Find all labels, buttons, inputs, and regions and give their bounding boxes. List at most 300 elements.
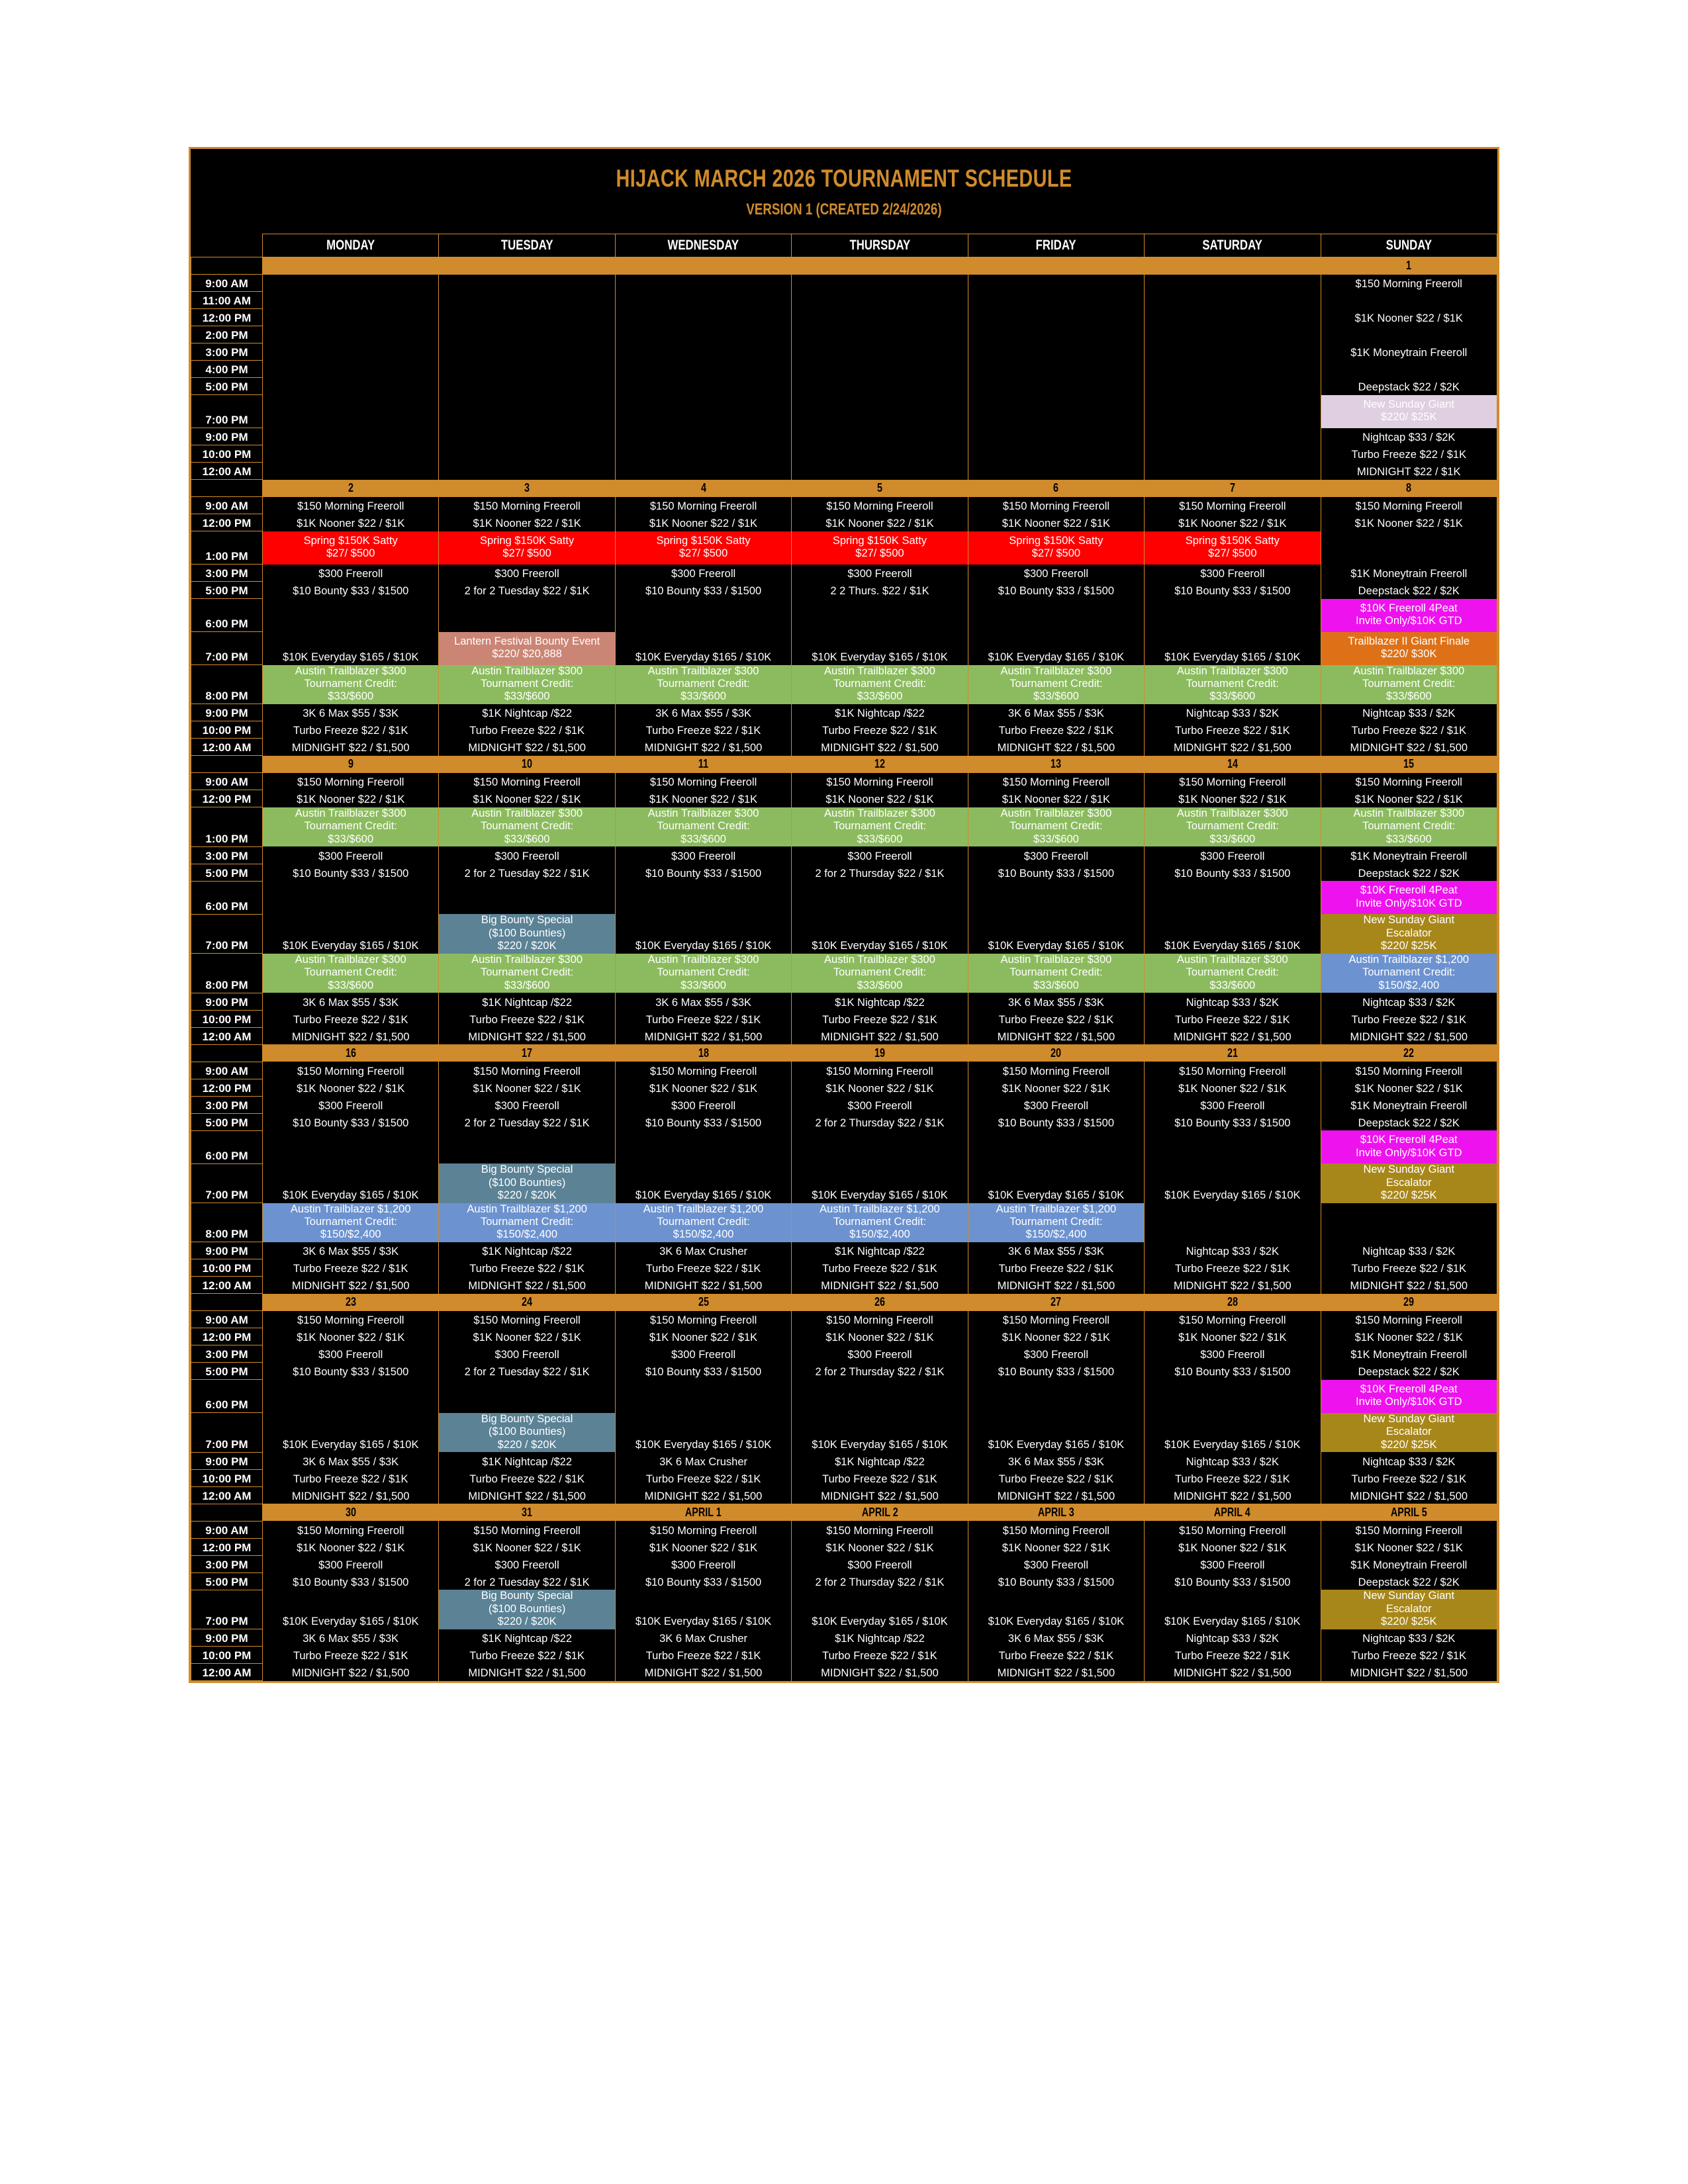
event-cell[interactable]: Turbo Freeze $22 / $1K [1321,1469,1497,1486]
event-cell[interactable]: Austin Trailblazer $300 Tournament Credit: $33/$600 [263,954,439,993]
event-cell[interactable]: $10 Bounty $33 / $1500 [615,864,791,881]
date-cell[interactable] [615,480,791,497]
event-cell[interactable]: $1K Nooner $22 / $1K [792,1328,968,1345]
event-cell[interactable]: $10 Bounty $33 / $1500 [263,864,439,881]
event-cell[interactable]: 3K 6 Max $55 / $3K [263,704,439,721]
event-cell[interactable]: Spring $150K Satty $27/ $500 [1145,531,1321,565]
event-cell[interactable]: $300 Freeroll [615,1096,791,1113]
event-cell[interactable]: Turbo Freeze $22 / $1K [439,721,615,739]
event-cell[interactable]: 2 for 2 Tuesday $22 / $1K [439,1113,615,1130]
event-cell[interactable]: $300 Freeroll [1145,1345,1321,1363]
event-cell[interactable]: $1K Moneytrain Freeroll [1321,1096,1497,1113]
event-cell[interactable]: MIDNIGHT $22 / $1,500 [1321,1486,1497,1504]
event-cell[interactable]: $10K Everyday $165 / $10K [1145,1590,1321,1629]
event-cell[interactable]: 2 2 Thurs. $22 / $1K [792,582,968,599]
event-cell[interactable]: Turbo Freeze $22 / $1K [615,721,791,739]
event-cell[interactable]: MIDNIGHT $22 / $1,500 [1321,1664,1497,1681]
date-cell-empty[interactable] [1145,257,1321,275]
event-cell[interactable]: Spring $150K Satty $27/ $500 [439,531,615,565]
event-cell[interactable]: MIDNIGHT $22 / $1,500 [1145,1664,1321,1681]
event-cell[interactable]: MIDNIGHT $22 / $1,500 [263,1027,439,1044]
event-cell[interactable]: Turbo Freeze $22 / $1K [615,1647,791,1664]
event-cell[interactable]: $150 Morning Freeroll [1145,497,1321,514]
event-cell[interactable]: Turbo Freeze $22 / $1K [615,1469,791,1486]
event-cell[interactable]: Nightcap $33 / $2K [1145,993,1321,1010]
event-cell[interactable]: Turbo Freeze $22 / $1K [439,1259,615,1277]
event-cell[interactable]: Nightcap $33 / $2K [1145,1629,1321,1647]
event-cell[interactable]: $1K Nooner $22 / $1K [968,1328,1144,1345]
event-cell[interactable]: $150 Morning Freeroll [968,1062,1144,1079]
event-cell[interactable]: Turbo Freeze $22 / $1K [968,1647,1144,1664]
event-cell[interactable]: $150 Morning Freeroll [263,1521,439,1538]
event-cell[interactable]: MIDNIGHT $22 / $1,500 [1145,1027,1321,1044]
event-cell[interactable]: $150 Morning Freeroll [439,497,615,514]
event-cell[interactable]: $1K Nooner $22 / $1K [1145,790,1321,807]
date-cell-empty[interactable] [615,257,791,275]
event-cell[interactable]: $300 Freeroll [615,846,791,864]
event-cell[interactable]: Austin Trailblazer $300 Tournament Credit: $33/$600 [1321,807,1497,846]
event-cell[interactable]: Turbo Freeze $22 / $1K [792,1647,968,1664]
event-cell[interactable]: Turbo Freeze $22 / $1K [968,1259,1144,1277]
event-cell[interactable]: 2 for 2 Thursday $22 / $1K [792,1572,968,1590]
event-cell[interactable]: Austin Trailblazer $300 Tournament Credit: $33/$600 [263,665,439,704]
event-cell[interactable]: $10 Bounty $33 / $1500 [968,1572,1144,1590]
event-cell[interactable]: New Sunday Giant Escalator $220/ $25K [1321,1590,1497,1629]
event-cell[interactable]: $10K Freeroll 4Peat Invite Only/$10K GTD [1321,599,1497,632]
event-cell[interactable]: $150 Morning Freeroll [968,773,1144,790]
event-cell[interactable]: $300 Freeroll [792,1345,968,1363]
event-cell[interactable]: $1K Nooner $22 / $1K [263,790,439,807]
event-cell[interactable]: 2 for 2 Tuesday $22 / $1K [439,1572,615,1590]
event-cell[interactable]: $10K Everyday $165 / $10K [263,1590,439,1629]
event-cell[interactable]: $1K Nooner $22 / $1K [263,1538,439,1555]
event-cell[interactable]: 3K 6 Max $55 / $3K [615,704,791,721]
date-cell[interactable] [968,1044,1144,1062]
event-cell[interactable]: $10K Freeroll 4Peat Invite Only/$10K GTD [1321,881,1497,914]
event-cell[interactable]: $10 Bounty $33 / $1500 [968,1363,1144,1380]
event-cell[interactable]: $150 Morning Freeroll [968,1311,1144,1328]
event-cell[interactable]: $300 Freeroll [263,1096,439,1113]
event-cell[interactable]: Austin Trailblazer $300 Tournament Credit: $33/$600 [439,807,615,846]
event-cell[interactable]: Deepstack $22 / $2K [1321,378,1497,395]
event-cell[interactable]: 3K 6 Max $55 / $3K [968,1242,1144,1259]
event-cell[interactable]: $150 Morning Freeroll [1321,773,1497,790]
event-cell[interactable]: Austin Trailblazer $300 Tournament Credit: $33/$600 [968,954,1144,993]
event-cell[interactable]: $10K Everyday $165 / $10K [792,1163,968,1203]
event-cell[interactable]: Austin Trailblazer $300 Tournament Credit: $33/$600 [968,665,1144,704]
event-cell[interactable]: $10K Everyday $165 / $10K [792,632,968,665]
event-cell[interactable]: $10 Bounty $33 / $1500 [263,1363,439,1380]
event-cell[interactable]: Austin Trailblazer $300 Tournament Credit: $33/$600 [1145,665,1321,704]
event-cell[interactable]: $10K Everyday $165 / $10K [615,632,791,665]
event-cell[interactable]: 3K 6 Max $55 / $3K [968,1629,1144,1647]
event-cell[interactable]: $1K Nooner $22 / $1K [1145,1538,1321,1555]
event-cell[interactable]: Spring $150K Satty $27/ $500 [263,531,439,565]
event-cell[interactable]: $150 Morning Freeroll [615,497,791,514]
event-cell[interactable]: MIDNIGHT $22 / $1,500 [615,739,791,756]
date-cell[interactable] [968,756,1144,773]
event-cell[interactable]: $1K Moneytrain Freeroll [1321,1345,1497,1363]
date-cell[interactable] [1321,257,1497,275]
event-cell[interactable]: Turbo Freeze $22 / $1K [968,721,1144,739]
event-cell[interactable]: MIDNIGHT $22 / $1,500 [1145,1486,1321,1504]
event-cell[interactable]: Nightcap $33 / $2K [1321,428,1497,445]
event-cell[interactable]: $10 Bounty $33 / $1500 [968,1113,1144,1130]
event-cell[interactable]: $300 Freeroll [439,1345,615,1363]
event-cell[interactable]: $300 Freeroll [792,846,968,864]
event-cell[interactable]: $1K Nooner $22 / $1K [792,790,968,807]
event-cell[interactable]: Turbo Freeze $22 / $1K [1321,1259,1497,1277]
event-cell[interactable]: 3K 6 Max $55 / $3K [263,1242,439,1259]
event-cell[interactable]: $1K Nooner $22 / $1K [439,790,615,807]
date-cell[interactable] [792,1044,968,1062]
event-cell[interactable]: $1K Nooner $22 / $1K [1145,514,1321,531]
event-cell[interactable]: $1K Nooner $22 / $1K [1321,309,1497,326]
event-cell[interactable]: Turbo Freeze $22 / $1K [968,1010,1144,1027]
event-cell[interactable]: Deepstack $22 / $2K [1321,864,1497,881]
event-cell[interactable]: $10 Bounty $33 / $1500 [1145,1572,1321,1590]
event-cell[interactable]: MIDNIGHT $22 / $1K [1321,463,1497,480]
event-cell[interactable]: MIDNIGHT $22 / $1,500 [968,1027,1144,1044]
event-cell[interactable]: Austin Trailblazer $300 Tournament Credit: $33/$600 [263,807,439,846]
event-cell[interactable]: Turbo Freeze $22 / $1K [968,1469,1144,1486]
event-cell[interactable]: MIDNIGHT $22 / $1,500 [263,1277,439,1294]
event-cell[interactable]: MIDNIGHT $22 / $1,500 [439,1027,615,1044]
event-cell[interactable]: 2 for 2 Tuesday $22 / $1K [439,582,615,599]
event-cell[interactable]: 2 for 2 Thursday $22 / $1K [792,864,968,881]
event-cell[interactable]: MIDNIGHT $22 / $1,500 [1321,739,1497,756]
event-cell[interactable]: 3K 6 Max $55 / $3K [615,993,791,1010]
event-cell[interactable]: $1K Nightcap /$22 [792,1242,968,1259]
event-cell[interactable]: MIDNIGHT $22 / $1,500 [439,739,615,756]
event-cell[interactable]: $10K Everyday $165 / $10K [968,1413,1144,1452]
event-cell[interactable]: $300 Freeroll [968,1555,1144,1572]
event-cell[interactable]: $150 Morning Freeroll [1145,773,1321,790]
event-cell[interactable]: Lantern Festival Bounty Event $220/ $20,888 [439,632,615,665]
event-cell[interactable]: $10K Freeroll 4Peat Invite Only/$10K GTD [1321,1380,1497,1413]
date-cell[interactable] [615,1044,791,1062]
date-cell[interactable] [263,480,439,497]
event-cell[interactable]: $10 Bounty $33 / $1500 [263,1572,439,1590]
event-cell[interactable]: $300 Freeroll [792,565,968,582]
event-cell[interactable]: $10 Bounty $33 / $1500 [263,582,439,599]
date-cell[interactable] [263,756,439,773]
event-cell[interactable]: $10K Everyday $165 / $10K [263,632,439,665]
event-cell[interactable]: $1K Nooner $22 / $1K [1145,1079,1321,1096]
event-cell[interactable]: $300 Freeroll [263,1555,439,1572]
event-cell[interactable]: $10K Everyday $165 / $10K [968,1590,1144,1629]
event-cell[interactable]: New Sunday Giant Escalator $220/ $25K [1321,1163,1497,1203]
event-cell[interactable]: $150 Morning Freeroll [1145,1521,1321,1538]
event-cell[interactable]: Austin Trailblazer $1,200 Tournament Credit: $150/$2,400 [439,1203,615,1242]
event-cell[interactable]: Nightcap $33 / $2K [1321,1242,1497,1259]
event-cell[interactable]: Deepstack $22 / $2K [1321,1572,1497,1590]
date-cell[interactable] [1145,1504,1321,1521]
event-cell[interactable]: $10K Everyday $165 / $10K [615,1163,791,1203]
date-cell[interactable] [263,1044,439,1062]
event-cell[interactable]: $300 Freeroll [1145,846,1321,864]
event-cell[interactable]: Turbo Freeze $22 / $1K [263,1259,439,1277]
event-cell[interactable]: $150 Morning Freeroll [615,1311,791,1328]
event-cell[interactable]: $1K Nooner $22 / $1K [263,1079,439,1096]
event-cell[interactable]: $10 Bounty $33 / $1500 [968,582,1144,599]
event-cell[interactable]: Turbo Freeze $22 / $1K [1145,721,1321,739]
event-cell[interactable]: MIDNIGHT $22 / $1,500 [263,1664,439,1681]
event-cell[interactable]: 3K 6 Max $55 / $3K [263,1629,439,1647]
event-cell[interactable]: Austin Trailblazer $300 Tournament Credit: $33/$600 [1321,665,1497,704]
event-cell[interactable]: $10K Everyday $165 / $10K [615,914,791,953]
event-cell[interactable]: $10K Everyday $165 / $10K [792,1413,968,1452]
event-cell[interactable]: Turbo Freeze $22 / $1K [792,721,968,739]
event-cell[interactable]: $300 Freeroll [263,1345,439,1363]
event-cell[interactable]: $300 Freeroll [615,1345,791,1363]
event-cell[interactable]: $150 Morning Freeroll [1321,497,1497,514]
event-cell[interactable]: $150 Morning Freeroll [968,1521,1144,1538]
event-cell[interactable]: Deepstack $22 / $2K [1321,1363,1497,1380]
event-cell[interactable]: $10K Everyday $165 / $10K [1145,632,1321,665]
event-cell[interactable]: Austin Trailblazer $300 Tournament Credit: $33/$600 [792,807,968,846]
event-cell[interactable]: 3K 6 Max $55 / $3K [968,704,1144,721]
event-cell[interactable]: Austin Trailblazer $300 Tournament Credit: $33/$600 [439,665,615,704]
event-cell[interactable]: Austin Trailblazer $1,200 Tournament Credit: $150/$2,400 [968,1203,1144,1242]
event-cell[interactable]: $10K Everyday $165 / $10K [1145,914,1321,953]
event-cell[interactable]: MIDNIGHT $22 / $1,500 [615,1486,791,1504]
event-cell[interactable]: $150 Morning Freeroll [615,1062,791,1079]
event-cell[interactable]: $10K Everyday $165 / $10K [615,1413,791,1452]
event-cell[interactable]: $10 Bounty $33 / $1500 [615,1363,791,1380]
date-cell[interactable] [792,756,968,773]
event-cell[interactable]: Turbo Freeze $22 / $1K [263,1469,439,1486]
event-cell[interactable]: MIDNIGHT $22 / $1,500 [792,1027,968,1044]
event-cell[interactable]: $1K Nooner $22 / $1K [1145,1328,1321,1345]
event-cell[interactable]: MIDNIGHT $22 / $1,500 [968,739,1144,756]
date-cell[interactable] [792,480,968,497]
event-cell[interactable]: $10 Bounty $33 / $1500 [1145,1363,1321,1380]
event-cell[interactable]: Deepstack $22 / $2K [1321,582,1497,599]
event-cell[interactable]: $150 Morning Freeroll [792,1311,968,1328]
event-cell[interactable]: $10K Everyday $165 / $10K [792,914,968,953]
date-cell[interactable] [263,1294,439,1311]
event-cell[interactable]: $1K Nightcap /$22 [439,1629,615,1647]
event-cell[interactable]: $150 Morning Freeroll [263,773,439,790]
event-cell[interactable]: $1K Nightcap /$22 [792,993,968,1010]
event-cell[interactable]: Nightcap $33 / $2K [1145,704,1321,721]
event-cell[interactable]: Big Bounty Special ($100 Bounties) $220 / $20K [439,1163,615,1203]
event-cell[interactable]: $300 Freeroll [263,565,439,582]
event-cell[interactable]: $300 Freeroll [615,1555,791,1572]
event-cell[interactable]: $300 Freeroll [439,565,615,582]
event-cell[interactable]: MIDNIGHT $22 / $1,500 [792,1486,968,1504]
event-cell[interactable]: $10K Everyday $165 / $10K [1145,1163,1321,1203]
event-cell[interactable]: $1K Nooner $22 / $1K [615,790,791,807]
event-cell[interactable]: $150 Morning Freeroll [439,773,615,790]
event-cell[interactable]: $10K Everyday $165 / $10K [263,1413,439,1452]
event-cell[interactable]: Big Bounty Special ($100 Bounties) $220 / $20K [439,1590,615,1629]
event-cell[interactable]: $1K Nooner $22 / $1K [439,1079,615,1096]
event-cell[interactable]: $1K Nooner $22 / $1K [1321,790,1497,807]
event-cell[interactable]: $300 Freeroll [615,565,791,582]
event-cell[interactable]: $1K Moneytrain Freeroll [1321,565,1497,582]
event-cell[interactable]: Austin Trailblazer $300 Tournament Credit: $33/$600 [792,665,968,704]
event-cell[interactable]: $150 Morning Freeroll [263,1062,439,1079]
event-cell[interactable]: $300 Freeroll [439,1555,615,1572]
event-cell[interactable]: $1K Nooner $22 / $1K [968,790,1144,807]
event-cell[interactable]: MIDNIGHT $22 / $1,500 [615,1277,791,1294]
event-cell[interactable]: $150 Morning Freeroll [792,1521,968,1538]
event-cell[interactable]: $150 Morning Freeroll [792,773,968,790]
event-cell[interactable]: $150 Morning Freeroll [263,497,439,514]
event-cell[interactable]: $1K Nooner $22 / $1K [439,1538,615,1555]
event-cell[interactable]: $150 Morning Freeroll [1321,275,1497,292]
event-cell[interactable]: $1K Nooner $22 / $1K [615,514,791,531]
event-cell[interactable]: $10K Freeroll 4Peat Invite Only/$10K GTD [1321,1130,1497,1163]
event-cell[interactable]: New Sunday Giant $220/ $25K [1321,395,1497,428]
event-cell[interactable]: $1K Moneytrain Freeroll [1321,343,1497,361]
event-cell[interactable]: $150 Morning Freeroll [1321,1521,1497,1538]
event-cell[interactable]: 3K 6 Max $55 / $3K [968,993,1144,1010]
event-cell[interactable]: $150 Morning Freeroll [263,1311,439,1328]
event-cell[interactable]: Austin Trailblazer $300 Tournament Credit: $33/$600 [615,807,791,846]
event-cell[interactable]: $1K Nightcap /$22 [439,993,615,1010]
event-cell[interactable]: Turbo Freeze $22 / $1K [263,1010,439,1027]
date-cell[interactable] [1145,1294,1321,1311]
event-cell[interactable]: Austin Trailblazer $300 Tournament Credit: $33/$600 [1145,807,1321,846]
event-cell[interactable]: $150 Morning Freeroll [792,497,968,514]
event-cell[interactable]: $300 Freeroll [1145,1096,1321,1113]
event-cell[interactable]: $1K Nooner $22 / $1K [1321,1538,1497,1555]
event-cell[interactable]: Spring $150K Satty $27/ $500 [792,531,968,565]
event-cell[interactable]: $10K Everyday $165 / $10K [968,632,1144,665]
event-cell[interactable]: Austin Trailblazer $1,200 Tournament Credit: $150/$2,400 [615,1203,791,1242]
date-cell[interactable] [1321,1044,1497,1062]
event-cell[interactable]: $1K Nightcap /$22 [792,1629,968,1647]
event-cell[interactable]: Austin Trailblazer $300 Tournament Credit: $33/$600 [615,665,791,704]
date-cell[interactable] [968,1504,1144,1521]
date-cell[interactable] [1145,480,1321,497]
event-cell[interactable]: $10K Everyday $165 / $10K [968,1163,1144,1203]
event-cell[interactable]: $1K Nightcap /$22 [792,704,968,721]
event-cell[interactable]: MIDNIGHT $22 / $1,500 [968,1486,1144,1504]
event-cell[interactable]: Turbo Freeze $22 / $1K [1321,1647,1497,1664]
event-cell[interactable]: 3K 6 Max Crusher [615,1452,791,1469]
event-cell[interactable]: 3K 6 Max Crusher [615,1242,791,1259]
event-cell[interactable]: MIDNIGHT $22 / $1,500 [792,1277,968,1294]
event-cell[interactable]: Trailblazer II Giant Finale $220/ $30K [1321,632,1497,665]
event-cell[interactable]: $150 Morning Freeroll [615,1521,791,1538]
event-cell[interactable]: Turbo Freeze $22 / $1K [1321,445,1497,463]
event-cell[interactable]: $150 Morning Freeroll [1145,1062,1321,1079]
event-cell[interactable]: Austin Trailblazer $1,200 Tournament Credit: $150/$2,400 [792,1203,968,1242]
event-cell[interactable]: $1K Nooner $22 / $1K [792,1538,968,1555]
event-cell[interactable]: MIDNIGHT $22 / $1,500 [263,739,439,756]
event-cell[interactable]: $300 Freeroll [968,565,1144,582]
event-cell[interactable]: Turbo Freeze $22 / $1K [792,1469,968,1486]
event-cell[interactable]: MIDNIGHT $22 / $1,500 [1145,1277,1321,1294]
event-cell[interactable]: $10K Everyday $165 / $10K [263,914,439,953]
date-cell[interactable] [968,480,1144,497]
date-cell[interactable] [1321,480,1497,497]
event-cell[interactable]: $10 Bounty $33 / $1500 [1145,864,1321,881]
event-cell[interactable]: $10K Everyday $165 / $10K [263,1163,439,1203]
event-cell[interactable]: $150 Morning Freeroll [1321,1311,1497,1328]
event-cell[interactable]: Turbo Freeze $22 / $1K [615,1259,791,1277]
event-cell[interactable]: $1K Moneytrain Freeroll [1321,846,1497,864]
event-cell[interactable]: Turbo Freeze $22 / $1K [439,1010,615,1027]
event-cell[interactable]: Big Bounty Special ($100 Bounties) $220 / $20K [439,1413,615,1452]
event-cell[interactable]: $1K Nooner $22 / $1K [968,514,1144,531]
event-cell[interactable]: $150 Morning Freeroll [439,1311,615,1328]
event-cell[interactable]: MIDNIGHT $22 / $1,500 [1321,1027,1497,1044]
event-cell[interactable]: $150 Morning Freeroll [439,1062,615,1079]
event-cell[interactable]: $10 Bounty $33 / $1500 [615,582,791,599]
event-cell[interactable]: $10 Bounty $33 / $1500 [615,1572,791,1590]
date-cell[interactable] [1145,1044,1321,1062]
date-cell[interactable] [615,756,791,773]
event-cell[interactable]: Austin Trailblazer $300 Tournament Credit: $33/$600 [1145,954,1321,993]
event-cell[interactable]: $150 Morning Freeroll [439,1521,615,1538]
date-cell[interactable] [1321,756,1497,773]
event-cell[interactable]: $150 Morning Freeroll [1321,1062,1497,1079]
event-cell[interactable]: Austin Trailblazer $300 Tournament Credit: $33/$600 [439,954,615,993]
event-cell[interactable]: Austin Trailblazer $1,200 Tournament Credit: $150/$2,400 [1321,954,1497,993]
event-cell[interactable]: $1K Nooner $22 / $1K [263,514,439,531]
date-cell[interactable] [1321,1294,1497,1311]
event-cell[interactable]: New Sunday Giant Escalator $220/ $25K [1321,1413,1497,1452]
event-cell[interactable]: $150 Morning Freeroll [615,773,791,790]
event-cell[interactable]: Turbo Freeze $22 / $1K [792,1259,968,1277]
date-cell[interactable] [792,1504,968,1521]
date-cell[interactable] [1321,1504,1497,1521]
date-cell-empty[interactable] [968,257,1144,275]
event-cell[interactable]: $1K Nooner $22 / $1K [615,1328,791,1345]
event-cell[interactable]: MIDNIGHT $22 / $1,500 [263,1486,439,1504]
event-cell[interactable]: $300 Freeroll [792,1555,968,1572]
date-cell[interactable] [263,1504,439,1521]
event-cell[interactable]: Turbo Freeze $22 / $1K [1145,1647,1321,1664]
event-cell[interactable]: Big Bounty Special ($100 Bounties) $220 / $20K [439,914,615,953]
event-cell[interactable]: $1K Nooner $22 / $1K [968,1538,1144,1555]
event-cell[interactable]: MIDNIGHT $22 / $1,500 [615,1027,791,1044]
event-cell[interactable]: MIDNIGHT $22 / $1,500 [792,1664,968,1681]
event-cell[interactable]: $1K Nooner $22 / $1K [792,514,968,531]
event-cell[interactable]: 2 for 2 Thursday $22 / $1K [792,1363,968,1380]
event-cell[interactable]: Turbo Freeze $22 / $1K [1145,1010,1321,1027]
event-cell[interactable]: $150 Morning Freeroll [792,1062,968,1079]
event-cell[interactable]: $1K Nooner $22 / $1K [439,514,615,531]
event-cell[interactable]: Austin Trailblazer $300 Tournament Credit: $33/$600 [968,807,1144,846]
date-cell-empty[interactable] [792,257,968,275]
event-cell[interactable]: $10K Everyday $165 / $10K [792,1590,968,1629]
event-cell[interactable]: MIDNIGHT $22 / $1,500 [792,739,968,756]
event-cell[interactable]: $1K Moneytrain Freeroll [1321,1555,1497,1572]
event-cell[interactable]: $300 Freeroll [968,846,1144,864]
event-cell[interactable]: 2 for 2 Tuesday $22 / $1K [439,1363,615,1380]
event-cell[interactable]: MIDNIGHT $22 / $1,500 [439,1664,615,1681]
event-cell[interactable]: Deepstack $22 / $2K [1321,1113,1497,1130]
event-cell[interactable]: $1K Nooner $22 / $1K [615,1079,791,1096]
event-cell[interactable]: Spring $150K Satty $27/ $500 [615,531,791,565]
event-cell[interactable]: $300 Freeroll [263,846,439,864]
event-cell[interactable]: $1K Nightcap /$22 [792,1452,968,1469]
event-cell[interactable]: $300 Freeroll [1145,1555,1321,1572]
event-cell[interactable]: $10 Bounty $33 / $1500 [1145,1113,1321,1130]
event-cell[interactable]: $1K Nooner $22 / $1K [263,1328,439,1345]
date-cell[interactable] [615,1294,791,1311]
event-cell[interactable]: $1K Nooner $22 / $1K [439,1328,615,1345]
event-cell[interactable]: $1K Nooner $22 / $1K [792,1079,968,1096]
event-cell[interactable]: $10 Bounty $33 / $1500 [263,1113,439,1130]
event-cell[interactable]: $150 Morning Freeroll [1145,1311,1321,1328]
